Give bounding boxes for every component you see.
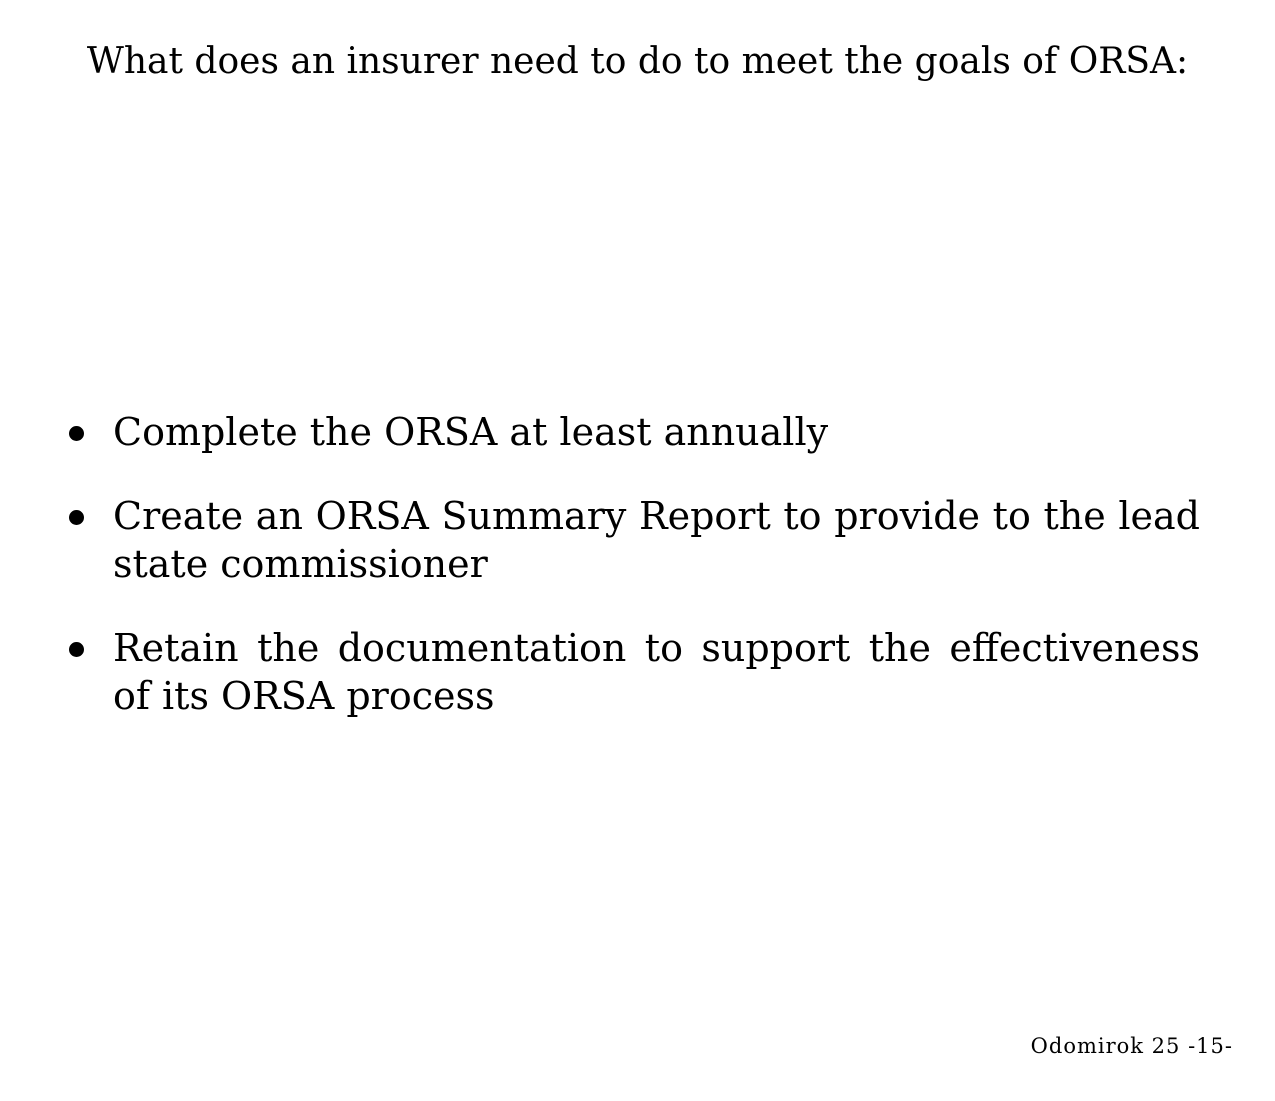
bullet-dot-icon [69,510,84,525]
slide-title: What does an insurer need to do to meet the goals of ORSA: [86,41,1189,82]
bullet-item [65,492,1200,588]
bullet-dot-icon [69,642,84,657]
bullet-item [65,408,1200,456]
bullet-text: Create an ORSA Summary Report to provide to the lead state commissioner [113,494,1200,586]
bullet-item [65,624,1200,720]
bullet-dot-icon [69,426,84,441]
bullet-text: Retain the documentation to support the effectiveness of its ORSA process [113,626,1200,718]
bullet-text: Complete the ORSA at least annually [113,410,829,454]
page-footer: Odomirok 25 -15- [1030,1034,1233,1058]
bullet-list [65,408,1200,756]
